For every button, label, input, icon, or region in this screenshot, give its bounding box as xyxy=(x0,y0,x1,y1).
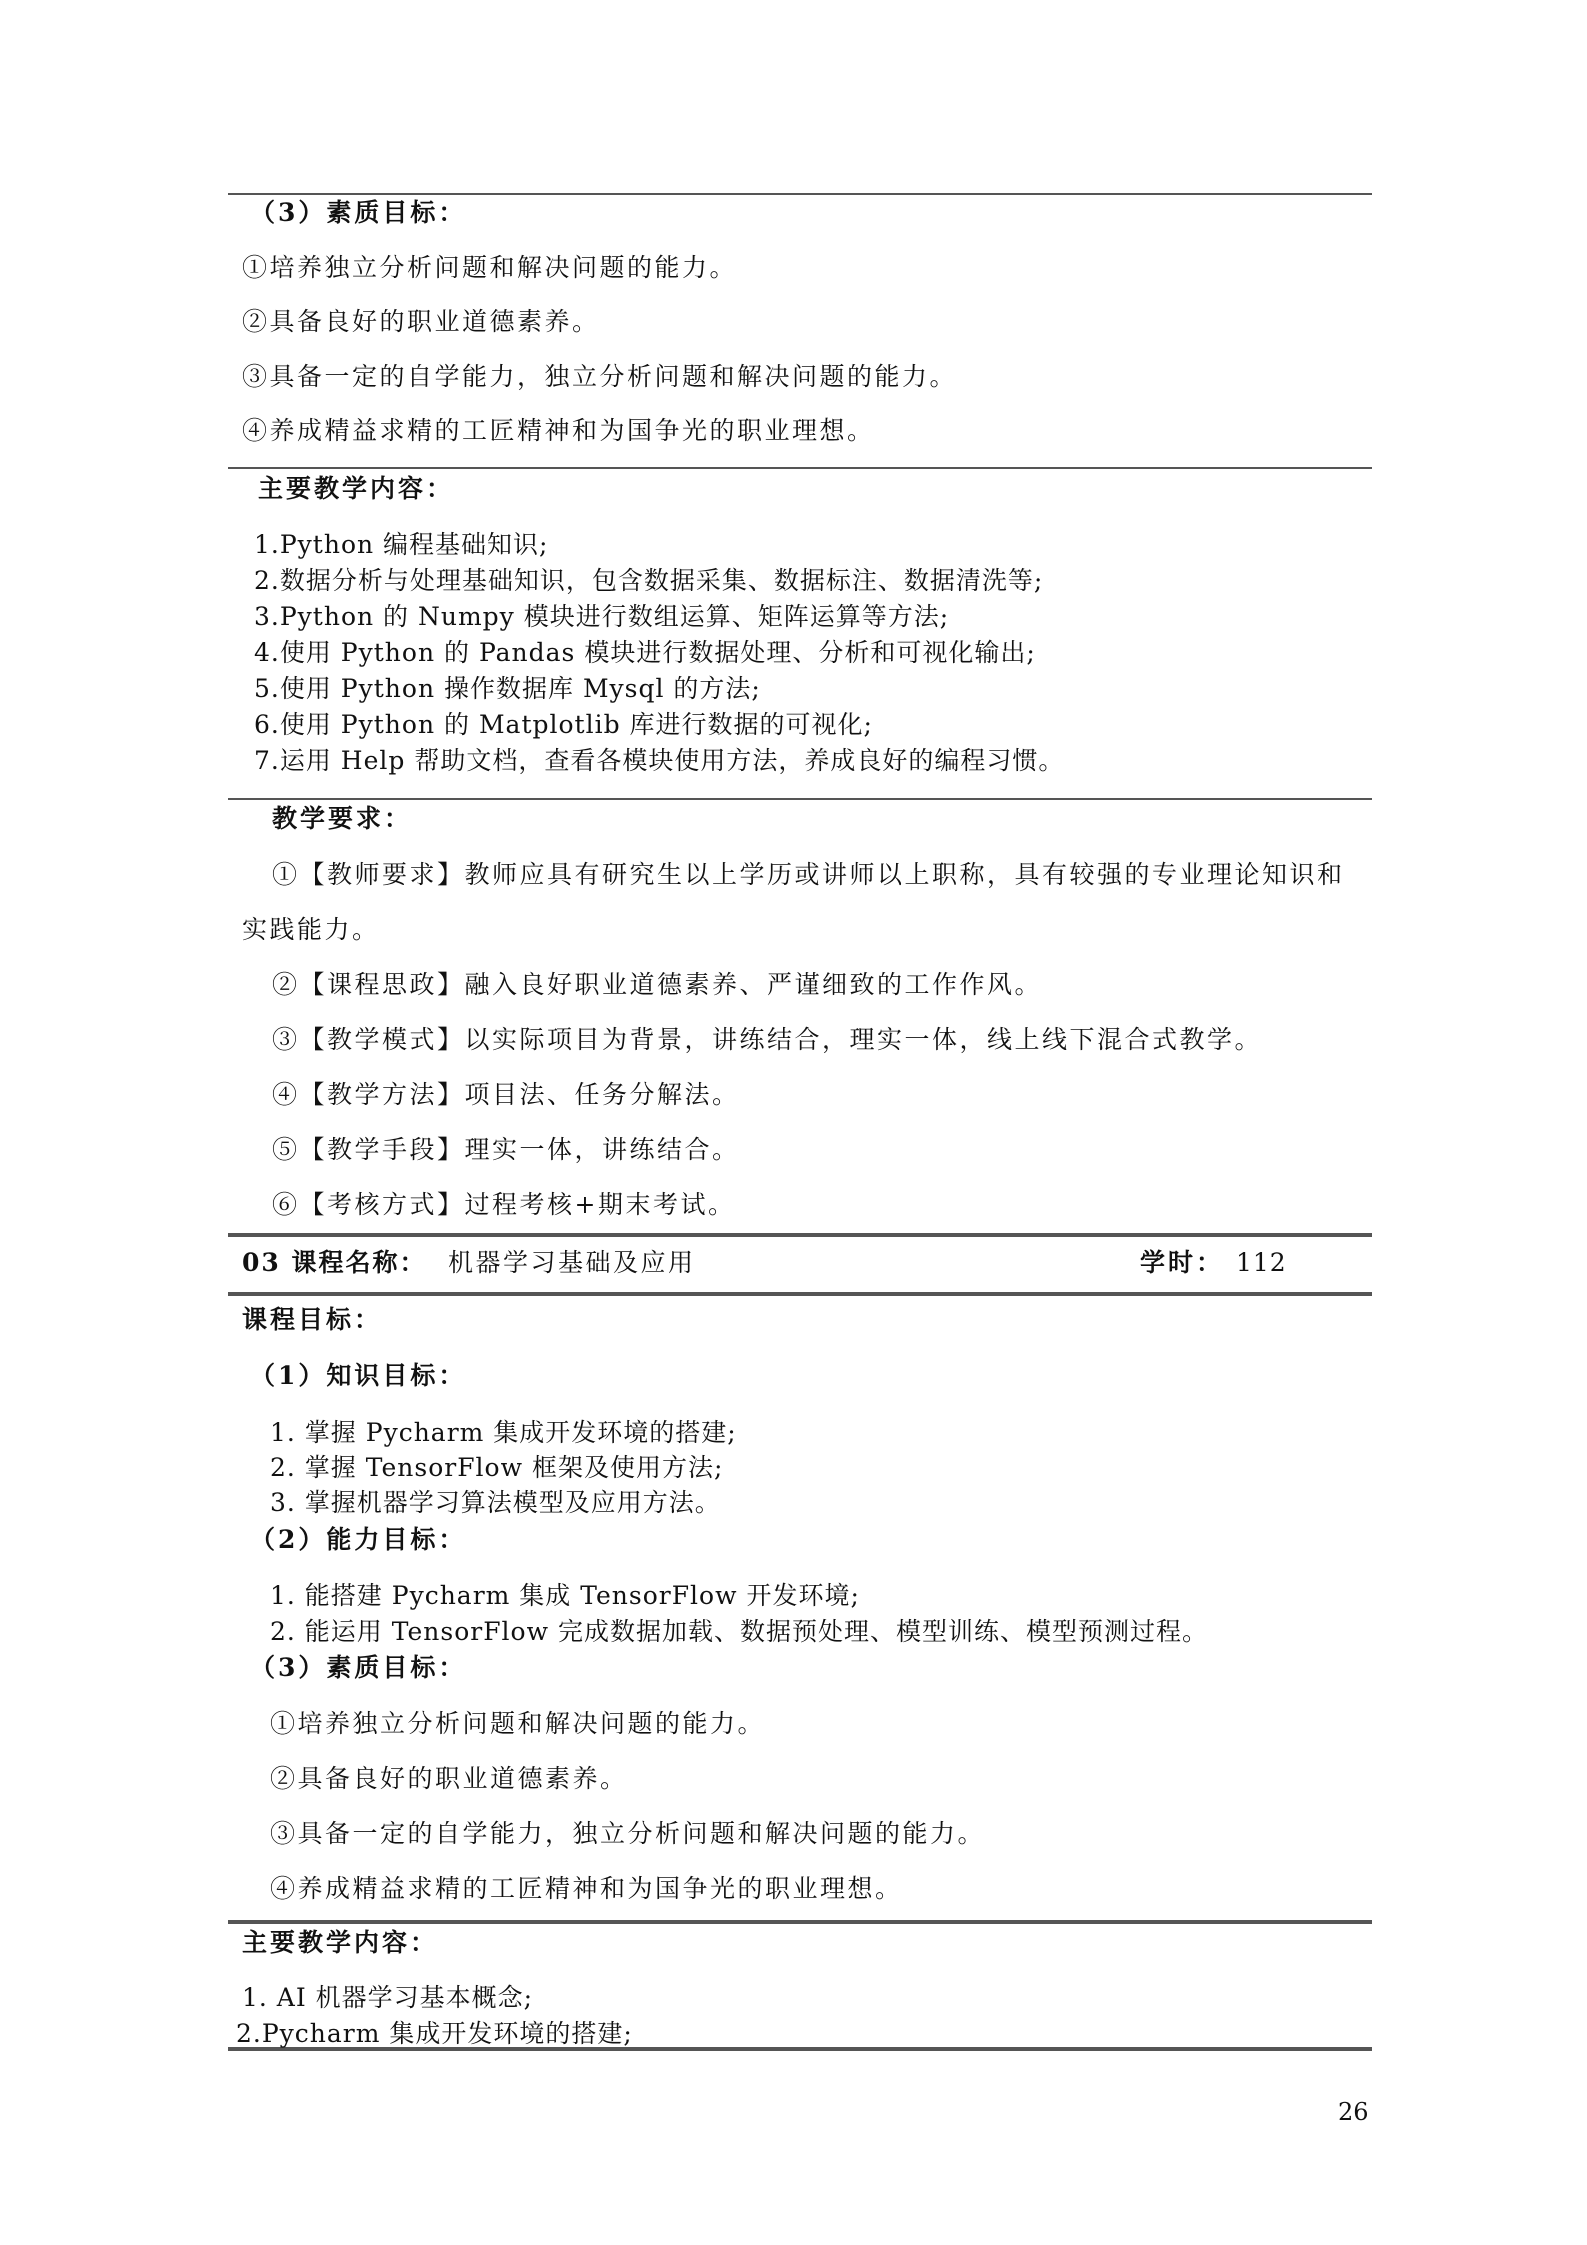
course-name-value: 机器学习基础及应用 xyxy=(448,1248,696,1277)
list-item: 1. 能搭建 Pycharm 集成 TensorFlow 开发环境; xyxy=(270,1581,860,1610)
list-item: ⑤【教学手段】理实一体，讲练结合。 xyxy=(272,1135,740,1164)
list-item: 1.Python 编程基础知识; xyxy=(254,530,549,559)
list-item: 1. 掌握 Pycharm 集成开发环境的搭建; xyxy=(270,1418,737,1447)
list-item: ⑥【考核方式】过程考核+期末考试。 xyxy=(272,1190,736,1219)
section-heading: （2）能力目标： xyxy=(250,1525,467,1554)
table-rule xyxy=(228,1920,1372,1924)
list-item: ④养成精益求精的工匠精神和为国争光的职业理想。 xyxy=(242,416,875,445)
list-item: 5.使用 Python 操作数据库 Mysql 的方法; xyxy=(254,674,761,703)
list-item: ③具备一定的自学能力，独立分析问题和解决问题的能力。 xyxy=(242,362,958,391)
page-number: 26 xyxy=(1338,2098,1369,2126)
table-rule xyxy=(228,1233,1372,1237)
list-item: ①培养独立分析问题和解决问题的能力。 xyxy=(242,253,738,282)
section-heading: （3）素质目标： xyxy=(250,1653,467,1682)
section-heading: 教学要求： xyxy=(272,804,413,833)
list-item: ①培养独立分析问题和解决问题的能力。 xyxy=(270,1709,766,1738)
list-item: 6.使用 Python 的 Matplotlib 库进行数据的可视化; xyxy=(254,710,873,739)
section-heading: 主要教学内容： xyxy=(242,1928,439,1957)
list-item: ②具备良好的职业道德素养。 xyxy=(270,1764,628,1793)
table-rule xyxy=(228,1292,1372,1296)
list-item: 4.使用 Python 的 Pandas 模块进行数据处理、分析和可视化输出; xyxy=(254,638,1036,667)
list-item: 7.运用 Help 帮助文档，查看各模块使用方法，养成良好的编程习惯。 xyxy=(254,746,1065,775)
list-item: 3. 掌握机器学习算法模型及应用方法。 xyxy=(270,1488,721,1517)
course-hours-value: 112 xyxy=(1236,1248,1287,1277)
list-item: ③【教学模式】以实际项目为背景，讲练结合，理实一体，线上线下混合式教学。 xyxy=(272,1025,1263,1054)
list-item: 2. 掌握 TensorFlow 框架及使用方法; xyxy=(270,1453,724,1482)
course-name-label: 03 课程名称： xyxy=(242,1248,427,1277)
section-heading: （3）素质目标： xyxy=(250,198,467,227)
list-item: 2. 能运用 TensorFlow 完成数据加载、数据预处理、模型训练、模型预测过程。 xyxy=(270,1617,1208,1646)
list-item: 3.Python 的 Numpy 模块进行数组运算、矩阵运算等方法; xyxy=(254,602,950,631)
list-item: ③具备一定的自学能力，独立分析问题和解决问题的能力。 xyxy=(270,1819,986,1848)
list-item: ④【教学方法】项目法、任务分解法。 xyxy=(272,1080,740,1109)
list-item: 2.Pycharm 集成开发环境的搭建; xyxy=(236,2019,633,2048)
table-rule xyxy=(228,798,1372,800)
list-item: 1. AI 机器学习基本概念; xyxy=(242,1983,534,2012)
table-rule xyxy=(228,193,1372,195)
list-item: ②具备良好的职业道德素养。 xyxy=(242,307,600,336)
list-item: 2.数据分析与处理基础知识，包含数据采集、数据标注、数据清洗等; xyxy=(254,566,1044,595)
list-item: ②【课程思政】融入良好职业道德素养、严谨细致的工作作风。 xyxy=(272,970,1043,999)
table-rule xyxy=(228,467,1372,469)
section-heading: 课程目标： xyxy=(242,1305,383,1334)
section-heading: 主要教学内容： xyxy=(258,474,455,503)
course-hours-label: 学时： xyxy=(1140,1248,1225,1277)
list-item: 实践能力。 xyxy=(242,915,380,944)
section-heading: （1）知识目标： xyxy=(250,1361,467,1390)
list-item: ①【教师要求】教师应具有研究生以上学历或讲师以上职称，具有较强的专业理论知识和 xyxy=(272,860,1345,889)
list-item: ④养成精益求精的工匠精神和为国争光的职业理想。 xyxy=(270,1874,903,1903)
